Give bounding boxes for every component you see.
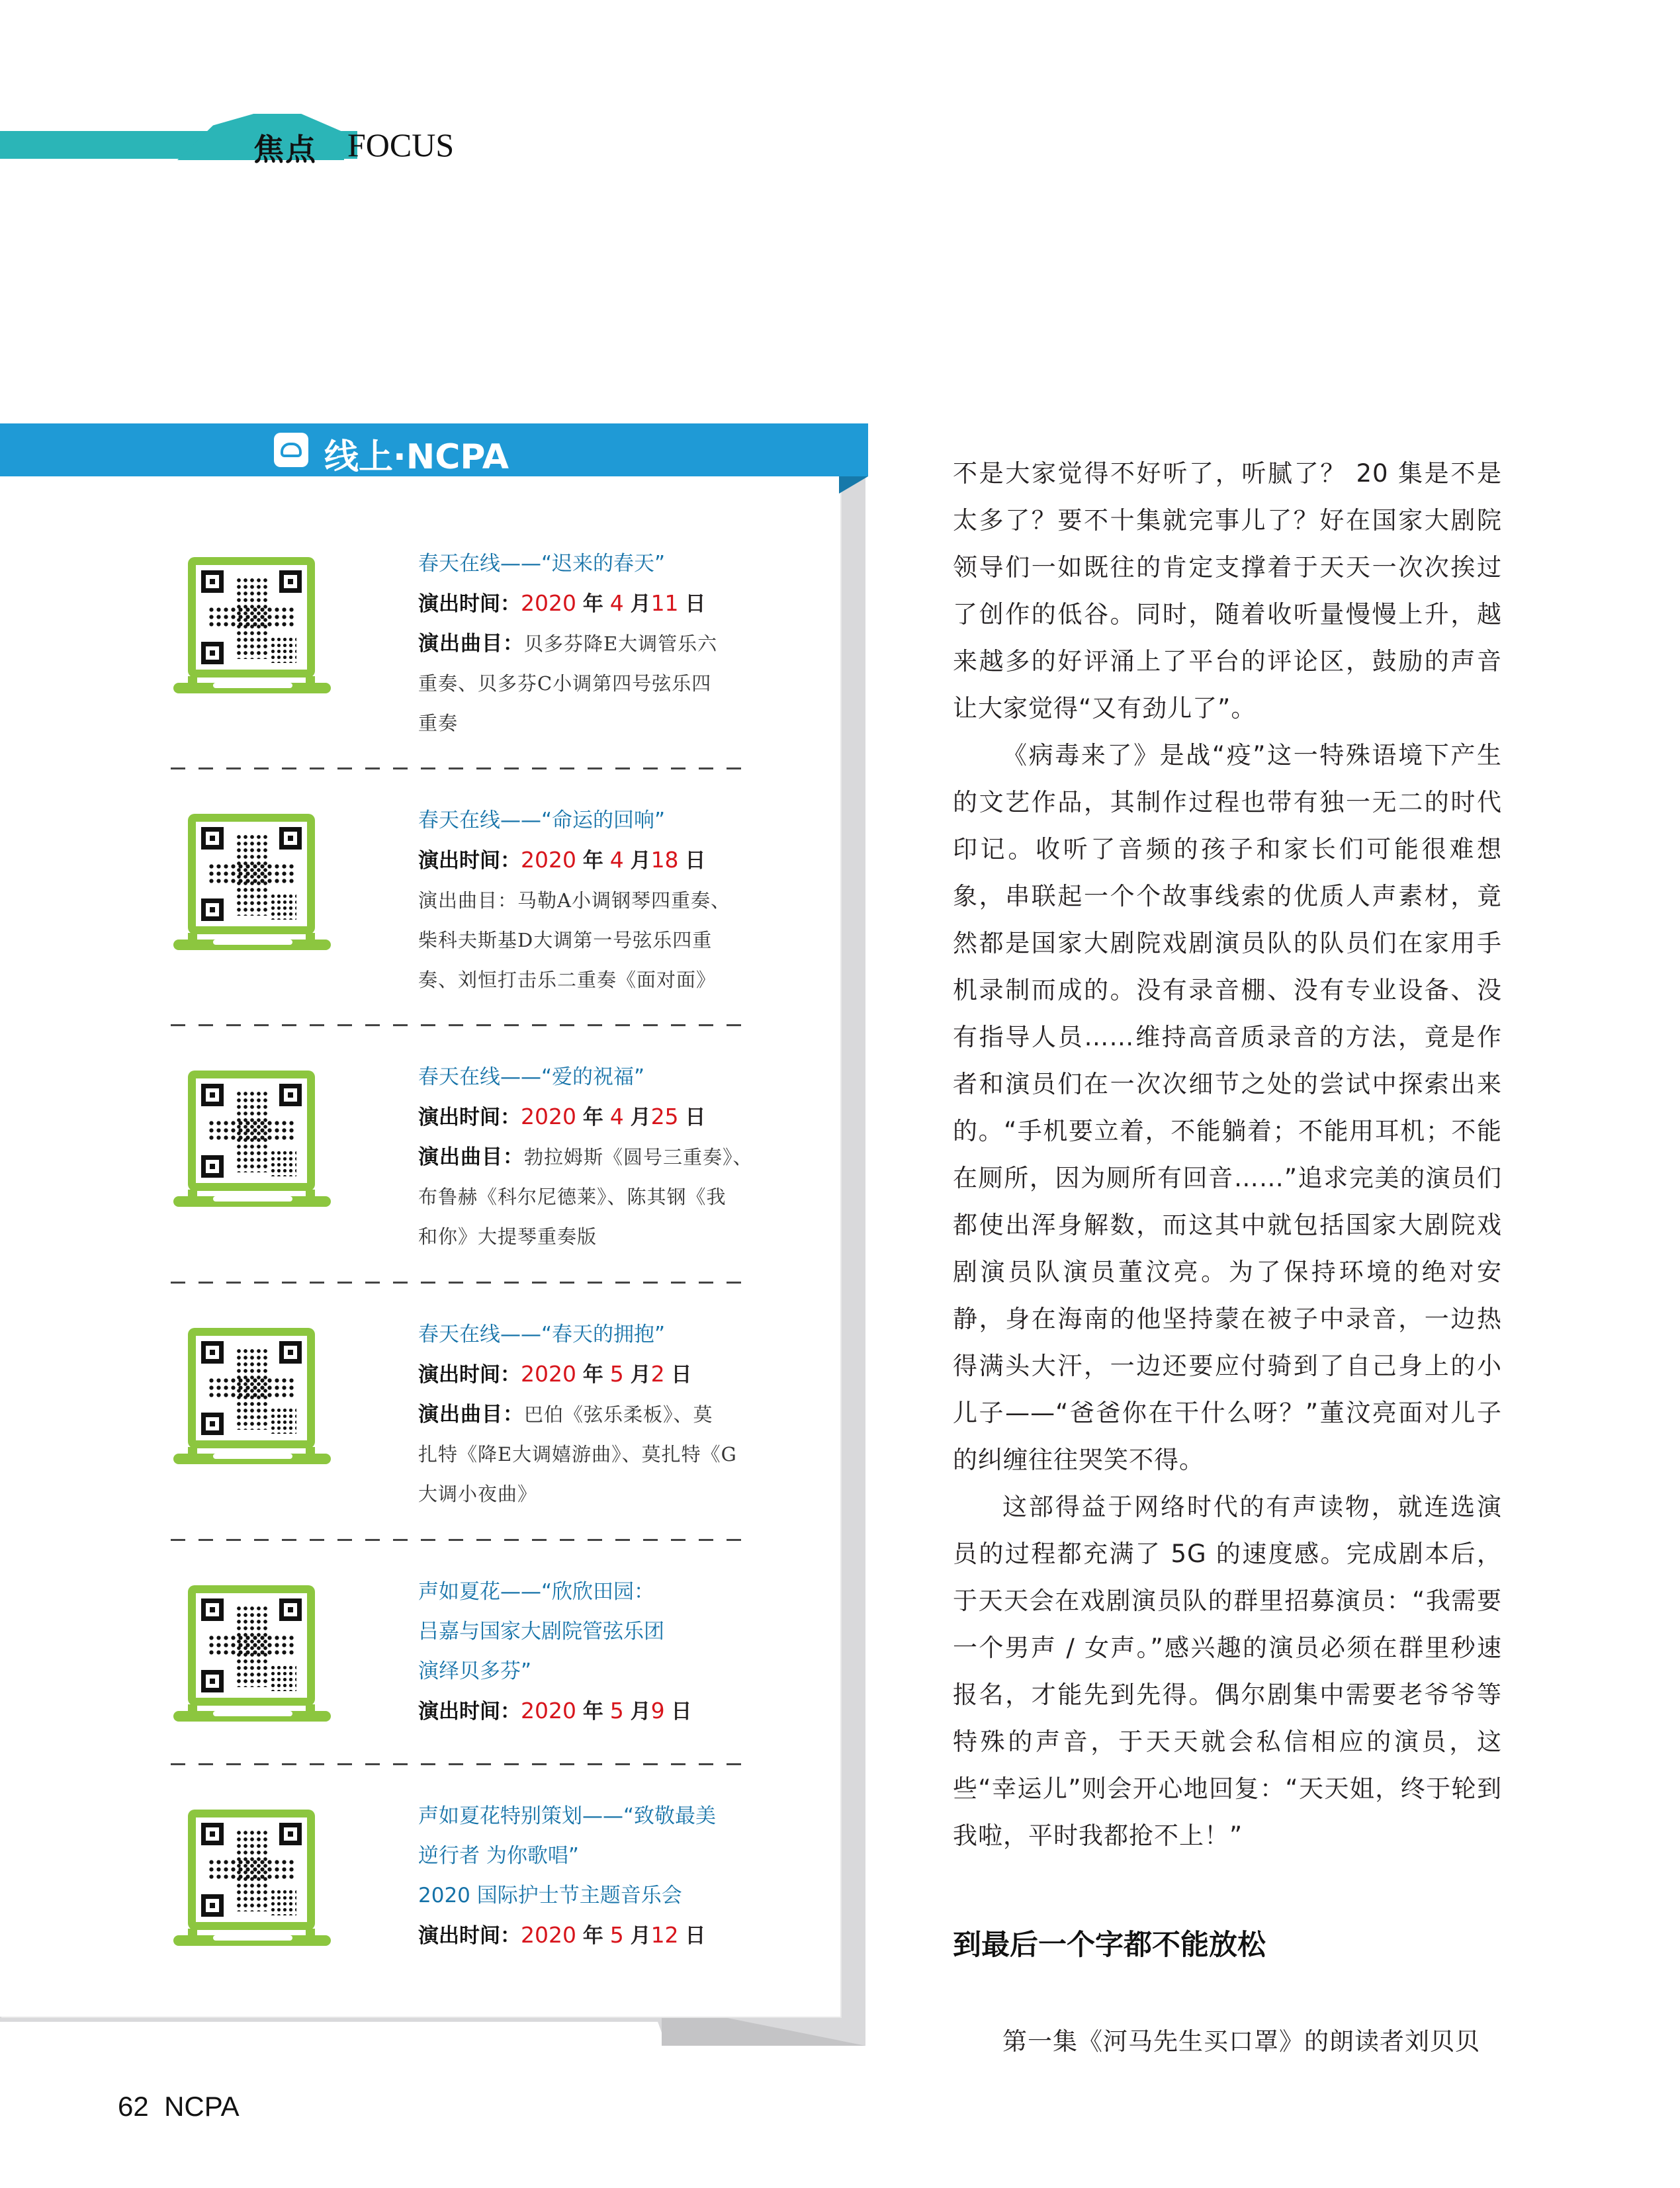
article-paragraph: 《病毒来了》是战“疫”这一特殊语境下产生的文艺作品，其制作过程也带有独一无二的时代印记。收听了音频的孩子和家长们可能很难想象，串联起一个个故事线索的优质人声素材，竟然都是国家大剧院戏剧演员队的队员们在家用手机录制而成的。没有录音棚、没有专业设备、没有指导人员……维持高音质录音的方法，竟是作者和演员们在一次次细节之处的尝试中探索出来的。“手机要立着，不能躺着；不能用耳机；不能在厕所，因为厕所有回音……”追求完美的演员们都使出浑身解数，而这其中就包括国家大剧院戏剧演员队演员董汶亮。为了保持环境的绝对安静，身在海南的他坚持蒙在被子中录音，一边热得满头大汗，一边还要应付骑到了自己身上的小儿子——“爸爸你在干什么呀？”董汶亮面对儿子的纠缠往往哭笑不得。 xyxy=(953,741,1502,1474)
entry-program-line: 重奏、贝多芬C小调第四号弦乐四 xyxy=(418,672,712,695)
entry-title-line[interactable]: 吕嘉与国家大剧院管弦乐团 xyxy=(418,1620,664,1643)
entry-program: 演出曲目：巴伯《弦乐柔板》、莫 xyxy=(418,1403,713,1426)
entry-title-line[interactable]: 2020 国际护士节主题音乐会 xyxy=(418,1884,682,1907)
entry-time: 演出时间：2020 年 4 月11 日 xyxy=(418,590,706,616)
article-paragraph: 这部得益于网络时代的有声读物，就连选演员的过程都充满了 5G 的速度感。完成剧本后，于天天会在戏剧演员队的群里招募演员：“我需要一个男声 / 女声。”感兴趣的演员必须在群里秒速报名，才能先到先得。偶尔剧集中需要老爷爷等特殊的声音，于天天就会私信相应的演员，这些“幸运儿”则会开心地回复：“天天姐，终于轮到我啦，平时我都抢不上！” xyxy=(953,1493,1502,1850)
entry-program-line: 柴科夫斯基D大调第一号弦乐四重 xyxy=(418,929,713,951)
cloud-icon xyxy=(274,433,308,467)
entry-time: 演出时间：2020 年 5 月9 日 xyxy=(418,1698,692,1724)
entry-program-line: 大调小夜曲》 xyxy=(418,1483,538,1505)
divider xyxy=(171,1024,753,1026)
divider xyxy=(171,767,753,769)
divider xyxy=(171,1282,753,1284)
entry-title[interactable]: 声如夏花——“欣欣田园： xyxy=(418,1580,655,1604)
entry-program-line: 奏、刘恒打击乐二重奏《面对面》 xyxy=(418,969,717,991)
entry-title[interactable]: 春天在线——“迟来的春天” xyxy=(418,552,666,576)
entry-title[interactable]: 春天在线——“命运的回响” xyxy=(418,809,666,832)
entry-program-line: 和你》大提琴重奏版 xyxy=(418,1225,597,1248)
entry-title[interactable]: 春天在线——“春天的拥抱” xyxy=(418,1323,666,1346)
page-number: 62 NCPA xyxy=(118,2091,240,2122)
divider xyxy=(171,1539,753,1541)
entry-title[interactable]: 声如夏花特别策划——“致敬最美 xyxy=(418,1804,717,1828)
entry-title-line[interactable]: 演绎贝多芬” xyxy=(418,1659,532,1683)
entry-title[interactable]: 春天在线——“爱的祝福” xyxy=(418,1065,645,1089)
header-section-cn: 焦点 xyxy=(253,132,317,167)
entry-program-line: 布鲁赫《科尔尼德莱》、陈其钢《我 xyxy=(418,1186,727,1208)
panel-title: 线上·NCPA xyxy=(324,437,509,477)
article-paragraph: 不是大家觉得不好听了，听腻了？ 20 集是不是太多了？要不十集就完事儿了？好在国家大剧院领导们一如既往的肯定支撑着于天天一次次挨过了创作的低谷。同时，随着收听量慢慢上升，越来越多的好评涌上了平台的评论区，鼓励的声音让大家觉得“又有劲儿了”。 xyxy=(953,459,1502,722)
entry-time: 演出时间：2020 年 4 月18 日 xyxy=(418,847,706,873)
entry-program-line: 重奏 xyxy=(418,712,459,734)
header-section-en: FOCUS xyxy=(347,126,455,163)
article-subheading: 到最后一个字都不能放松 xyxy=(953,1929,1266,1962)
entry-program: 演出曲目：贝多芬降E大调管乐六 xyxy=(418,632,718,656)
entry-time: 演出时间：2020 年 5 月2 日 xyxy=(418,1361,692,1387)
article-body xyxy=(953,450,1502,1859)
entry-title-line[interactable]: 逆行者 为你歌唱” xyxy=(418,1844,579,1868)
entry-program: 演出曲目：马勒A小调钢琴四重奏、 xyxy=(418,889,730,912)
entry-program: 演出曲目：勃拉姆斯《圆号三重奏》、 xyxy=(418,1145,753,1169)
divider xyxy=(171,1763,753,1765)
entry-time: 演出时间：2020 年 4 月25 日 xyxy=(418,1104,706,1129)
article-paragraph: 第一集《河马先生买口罩》的朗读者刘贝贝 xyxy=(1002,2027,1480,2056)
entry-time: 演出时间：2020 年 5 月12 日 xyxy=(418,1922,706,1948)
entry-program-line: 扎特《降E大调嬉游曲》、莫扎特《G xyxy=(418,1443,737,1466)
